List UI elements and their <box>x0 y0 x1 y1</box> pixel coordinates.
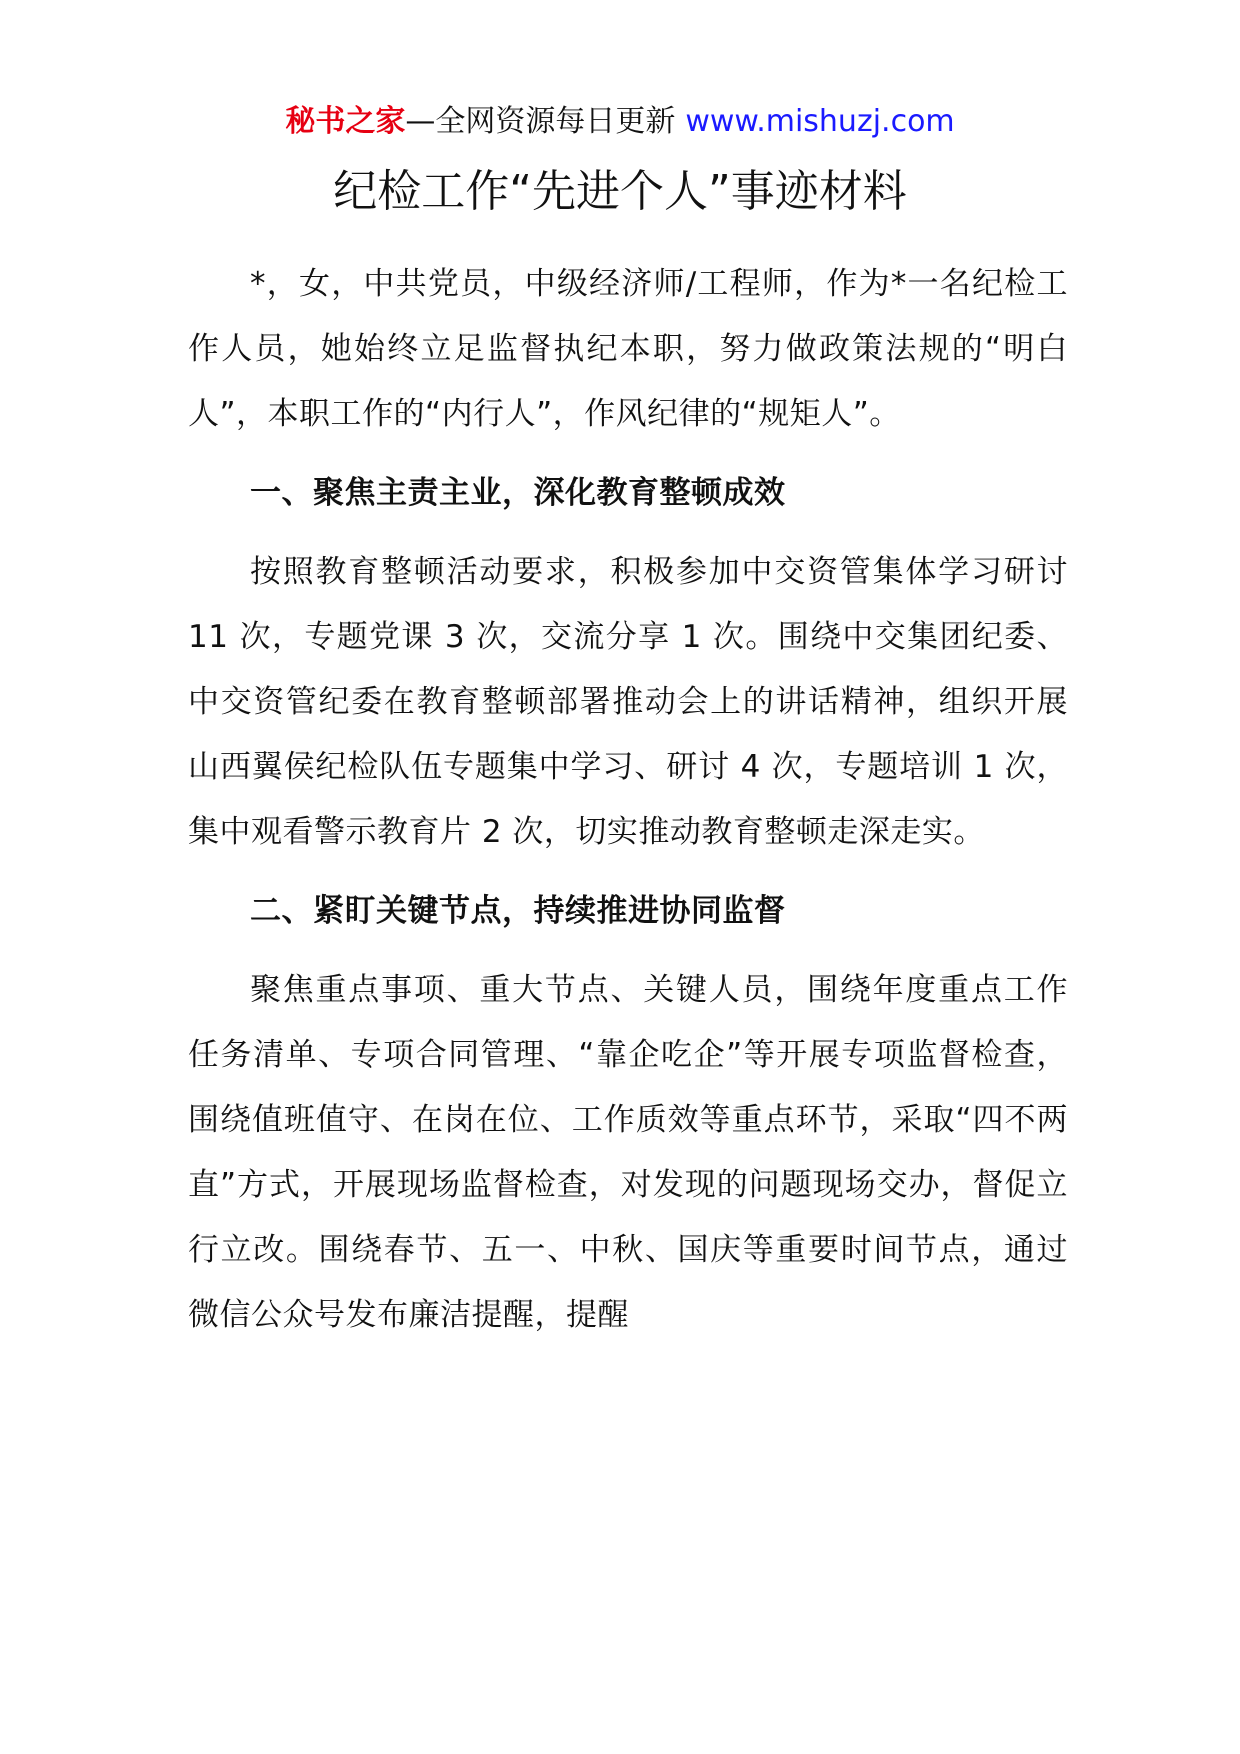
document-title: 纪检工作“先进个人”事迹材料 <box>333 166 907 217</box>
header-slogan: —全网资源每日更新 <box>405 104 676 139</box>
site-header <box>0 100 1240 144</box>
section-paragraph-1: 按照教育整顿活动要求，积极参加中交资管集体学习研讨 11 次，专题党课 3 次，交流分享 1 次。围绕中交集团纪委、中交资管纪委在教育整顿部署推动会上的讲话精神，组织开展山西翼侯纪检队伍专题集中学习、研讨 4 次，专题培训 1 次，集中观看警示教育片 2 次，切实推动教育整顿走深走实。 <box>188 554 1068 850</box>
intro-paragraph: *，女，中共党员，中级经济师/工程师，作为*一名纪检工作人员，她始终立足监督执纪本职，努力做政策法规的“明白人”，本职工作的“内行人”，作风纪律的“规矩人”。 <box>188 266 1068 432</box>
document-body <box>188 252 1068 1348</box>
site-url-link[interactable]: www.mishuzj.com <box>685 104 955 139</box>
section-heading-1: 一、聚焦主责主业，深化教育整顿成效 <box>250 475 786 511</box>
brand-name: 秘书之家 <box>285 104 406 139</box>
section-heading-2: 二、紧盯关键节点，持续推进协同监督 <box>250 893 786 929</box>
section-paragraph-2: 聚焦重点事项、重大节点、关键人员，围绕年度重点工作任务清单、专项合同管理、“靠企吃企”等开展专项监督检查，围绕值班值守、在岗在位、工作质效等重点环节，采取“四不两直”方式，开展现场监督检查，对发现的问题现场交办，督促立行立改。围绕春节、五一、中秋、国庆等重要时间节点，通过微信公众号发布廉洁提醒，提醒 <box>188 972 1068 1333</box>
